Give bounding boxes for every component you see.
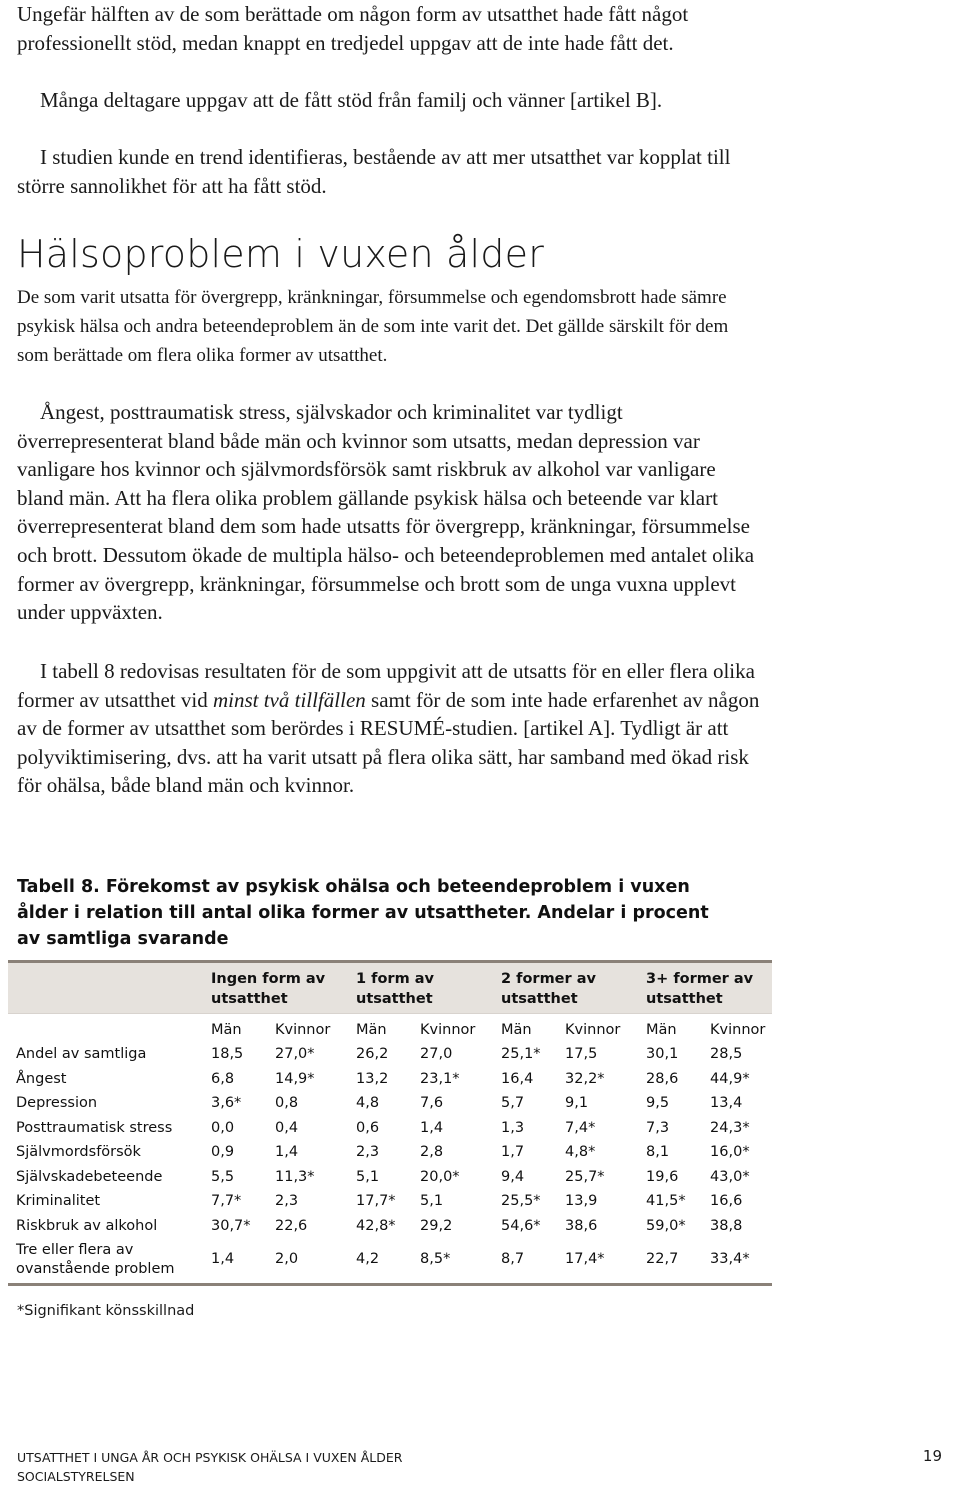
table-footnote: *Signifikant könsskillnad bbox=[17, 1303, 195, 1319]
subheader-cell: Kvinnor bbox=[565, 1022, 621, 1038]
table-cell: 0,4 bbox=[275, 1119, 299, 1136]
group-header: Ingen form av utsatthet bbox=[203, 962, 348, 1014]
table-cell: 0,9 bbox=[211, 1144, 235, 1160]
subheader-cell: Män bbox=[646, 1022, 677, 1038]
table-cell: 1,7 bbox=[501, 1144, 525, 1160]
section-heading: Hälsoproblem i vuxen ålder bbox=[17, 232, 545, 276]
table-cell: 25,7* bbox=[565, 1168, 605, 1185]
table-cell: 7,4* bbox=[565, 1119, 596, 1136]
table-cell: 5,1 bbox=[356, 1168, 380, 1185]
table-cell: 13,2 bbox=[356, 1070, 389, 1087]
table-cell: 17,7* bbox=[356, 1193, 396, 1209]
table-cell: 27,0 bbox=[420, 1046, 453, 1062]
subheader-cell: Män bbox=[356, 1022, 387, 1038]
subheader-cell: Kvinnor bbox=[710, 1022, 766, 1038]
table-cell: 1,4 bbox=[203, 1238, 267, 1285]
table-group-header-row bbox=[8, 962, 772, 1014]
table-cell: 2,3 bbox=[275, 1193, 299, 1209]
table-cell: 24,3* bbox=[710, 1119, 750, 1136]
table-cell: 5,7 bbox=[501, 1095, 525, 1111]
table-row bbox=[8, 1214, 772, 1239]
table-row bbox=[8, 1165, 772, 1190]
table-cell: 9,5 bbox=[646, 1095, 670, 1111]
table-row bbox=[8, 1067, 772, 1092]
table-cell: 28,5 bbox=[710, 1046, 743, 1062]
row-label: Riskbruk av alkohol bbox=[16, 1217, 158, 1234]
table-cell: 59,0* bbox=[646, 1217, 686, 1234]
table-cell: 42,8* bbox=[356, 1217, 396, 1234]
table-cell: 4,8 bbox=[356, 1095, 380, 1111]
table-cell: 25,5* bbox=[501, 1193, 541, 1209]
table-cell: 17,5 bbox=[565, 1046, 598, 1062]
table-cell: 32,2* bbox=[565, 1070, 605, 1087]
table-cell: 0,6 bbox=[356, 1119, 380, 1136]
table-cell: 28,6 bbox=[646, 1070, 679, 1087]
table-caption: Tabell 8. Förekomst av psykisk ohälsa och beteendeproblem i vuxen ålder i relation till antal olika former av utsattheter. Andelar i procent av samtliga svarande bbox=[17, 877, 709, 949]
table-cell: 30,1 bbox=[646, 1046, 679, 1062]
table-cell: 8,1 bbox=[646, 1144, 670, 1160]
table-cell: 8,5* bbox=[412, 1238, 493, 1285]
page-number: 19 bbox=[922, 1447, 942, 1465]
table-row bbox=[8, 1091, 772, 1116]
table-cell: 22,7 bbox=[638, 1238, 702, 1285]
table-cell: 0,8 bbox=[275, 1095, 299, 1111]
subheader-cell: Kvinnor bbox=[275, 1022, 331, 1038]
table-cell: 20,0* bbox=[420, 1168, 460, 1185]
subheader-cell: Män bbox=[211, 1022, 242, 1038]
row-label: Andel av samtliga bbox=[16, 1046, 147, 1062]
table-cell: 41,5* bbox=[646, 1193, 686, 1209]
data-table bbox=[8, 960, 772, 1286]
row-label: Självmordsförsök bbox=[16, 1144, 141, 1160]
row-label: Posttraumatisk stress bbox=[16, 1119, 173, 1136]
table-stub-header bbox=[8, 962, 203, 1014]
table-cell: 22,6 bbox=[275, 1217, 308, 1234]
footer-title: UTSATTHET I UNGA ÅR OCH PSYKISK OHÄLSA I VUXEN ÅLDER bbox=[17, 1450, 403, 1465]
table-cell: 1,4 bbox=[275, 1144, 299, 1160]
table-cell: 13,4 bbox=[710, 1095, 743, 1111]
table-cell: 19,6 bbox=[646, 1168, 679, 1185]
table-cell: 38,8 bbox=[710, 1217, 743, 1234]
table-cell: 29,2 bbox=[420, 1217, 453, 1234]
table-row bbox=[8, 1042, 772, 1067]
table-cell: 27,0* bbox=[275, 1046, 315, 1062]
table-cell: 0,0 bbox=[211, 1119, 235, 1136]
table-cell: 4,2 bbox=[348, 1238, 412, 1285]
table-cell: 25,1* bbox=[501, 1046, 541, 1062]
table-cell: 3,6* bbox=[211, 1095, 242, 1111]
table-cell: 16,4 bbox=[501, 1070, 534, 1087]
table-subheader-row bbox=[8, 1014, 772, 1043]
table-cell: 1,4 bbox=[420, 1119, 444, 1136]
table-cell: 17,4* bbox=[557, 1238, 638, 1285]
table-cell: 5,1 bbox=[420, 1193, 444, 1209]
table-cell: 4,8* bbox=[565, 1144, 596, 1160]
group-header: 2 former av utsatthet bbox=[493, 962, 638, 1014]
group-header: 1 form av utsatthet bbox=[348, 962, 493, 1014]
group-header: 3+ former av utsatthet bbox=[638, 962, 772, 1014]
table-row bbox=[8, 1238, 772, 1285]
table-cell: 43,0* bbox=[710, 1168, 750, 1185]
table-cell: 14,9* bbox=[275, 1070, 315, 1087]
paragraph-table-intro bbox=[17, 657, 762, 800]
paragraph-health-problems: De som varit utsatta för övergrepp, kränkningar, försummelse och egendomsbrott hade sämre psykisk hälsa och andra beteendeproblem än de som inte varit det. Det gällde särskilt för dem som berättade om flera olika former av utsatthet. bbox=[17, 287, 729, 366]
table-cell: 16,0* bbox=[710, 1144, 750, 1160]
table-cell: 30,7* bbox=[211, 1217, 251, 1234]
emphasis-text: minst två tillfällen bbox=[212, 687, 366, 712]
table-cell: 18,5 bbox=[211, 1046, 244, 1062]
paragraph-text-part: I tabell 8 redovisas resultaten för de som uppgivit att de utsatts för en eller flera olika former av utsatthet vid bbox=[17, 659, 755, 712]
data-table-container bbox=[8, 960, 772, 1286]
row-label: Depression bbox=[16, 1095, 98, 1111]
table-cell: 5,5 bbox=[211, 1168, 235, 1185]
table-cell: 1,3 bbox=[501, 1119, 525, 1136]
table-cell: 11,3* bbox=[275, 1168, 315, 1185]
table-cell: 8,7 bbox=[493, 1238, 557, 1285]
row-label: Ångest bbox=[16, 1070, 67, 1087]
table-cell: 23,1* bbox=[420, 1070, 460, 1087]
table-body bbox=[8, 1042, 772, 1285]
table-cell: 33,4* bbox=[702, 1238, 772, 1285]
subheader-cell: Kvinnor bbox=[420, 1022, 476, 1038]
row-label: Tre eller flera av ovanstående problem bbox=[8, 1238, 203, 1285]
subheader-cell: Män bbox=[501, 1022, 532, 1038]
table-row bbox=[8, 1116, 772, 1141]
table-cell: 6,8 bbox=[211, 1070, 235, 1087]
table-cell: 9,4 bbox=[501, 1168, 525, 1185]
table-cell: 16,6 bbox=[710, 1193, 743, 1209]
table-cell: 44,9* bbox=[710, 1070, 750, 1087]
row-label: Självskadebeteende bbox=[16, 1168, 163, 1185]
table-cell: 26,2 bbox=[356, 1046, 389, 1062]
paragraph-text-part: samt för de som inte hade erfarenhet av någon av de former av utsatthet som berördes i RESUMÉ-studien. [artikel A]. Tydligt är att polyviktimisering, dvs. att ha varit utsatt på flera olika sätt, har samband med ökad risk för ohälsa, både bland män och kvinnor. bbox=[17, 687, 760, 798]
table-cell: 38,6 bbox=[565, 1217, 598, 1234]
table-cell: 7,6 bbox=[420, 1095, 444, 1111]
table-cell: 13,9 bbox=[565, 1193, 598, 1209]
table-cell: 7,7* bbox=[211, 1193, 242, 1209]
paragraph-family-support: Många deltagare uppgav att de fått stöd från familj och vänner [artikel B]. bbox=[40, 88, 663, 112]
table-cell: 9,1 bbox=[565, 1095, 589, 1111]
footer-organization: SOCIALSTYRELSEN bbox=[17, 1469, 135, 1484]
table-cell: 54,6* bbox=[501, 1217, 541, 1234]
table-row bbox=[8, 1189, 772, 1214]
paragraph-anxiety: Ångest, posttraumatisk stress, självskador och kriminalitet var tydligt överrepresenterat bland både män och kvinnor som utsatts, medan depression var vanligare hos kvinnor och självmordsförsök samt riskbruk av alkohol var vanligare bland män. Att ha flera olika problem gällande psykisk hälsa och beteende var klart överrepresenterat bland dem som hade utsatts för övergrepp, kränkningar, försummelse och brott. Dessutom ökade de multipla hälso- och beteendeproblemen med antalet olika former av övergrepp, kränkningar, försummelse och brott som de unga vuxna upplevt under uppväxten. bbox=[17, 400, 755, 625]
paragraph-support: Ungefär hälften av de som berättade om någon form av utsatthet hade fått något professionellt stöd, medan knappt en tredjedel uppgav att de inte hade fått det. bbox=[17, 2, 689, 55]
table-cell: 2,3 bbox=[356, 1144, 380, 1160]
table-cell: 2,8 bbox=[420, 1144, 444, 1160]
table-cell: 2,0 bbox=[267, 1238, 348, 1285]
table-stub-subheader bbox=[8, 1014, 203, 1043]
paragraph-trend: I studien kunde en trend identifieras, bestående av att mer utsatthet var kopplat till större sannolikhet för att ha fått stöd. bbox=[17, 145, 731, 198]
table-row bbox=[8, 1140, 772, 1165]
table-cell: 7,3 bbox=[646, 1119, 670, 1136]
row-label: Kriminalitet bbox=[16, 1193, 101, 1209]
